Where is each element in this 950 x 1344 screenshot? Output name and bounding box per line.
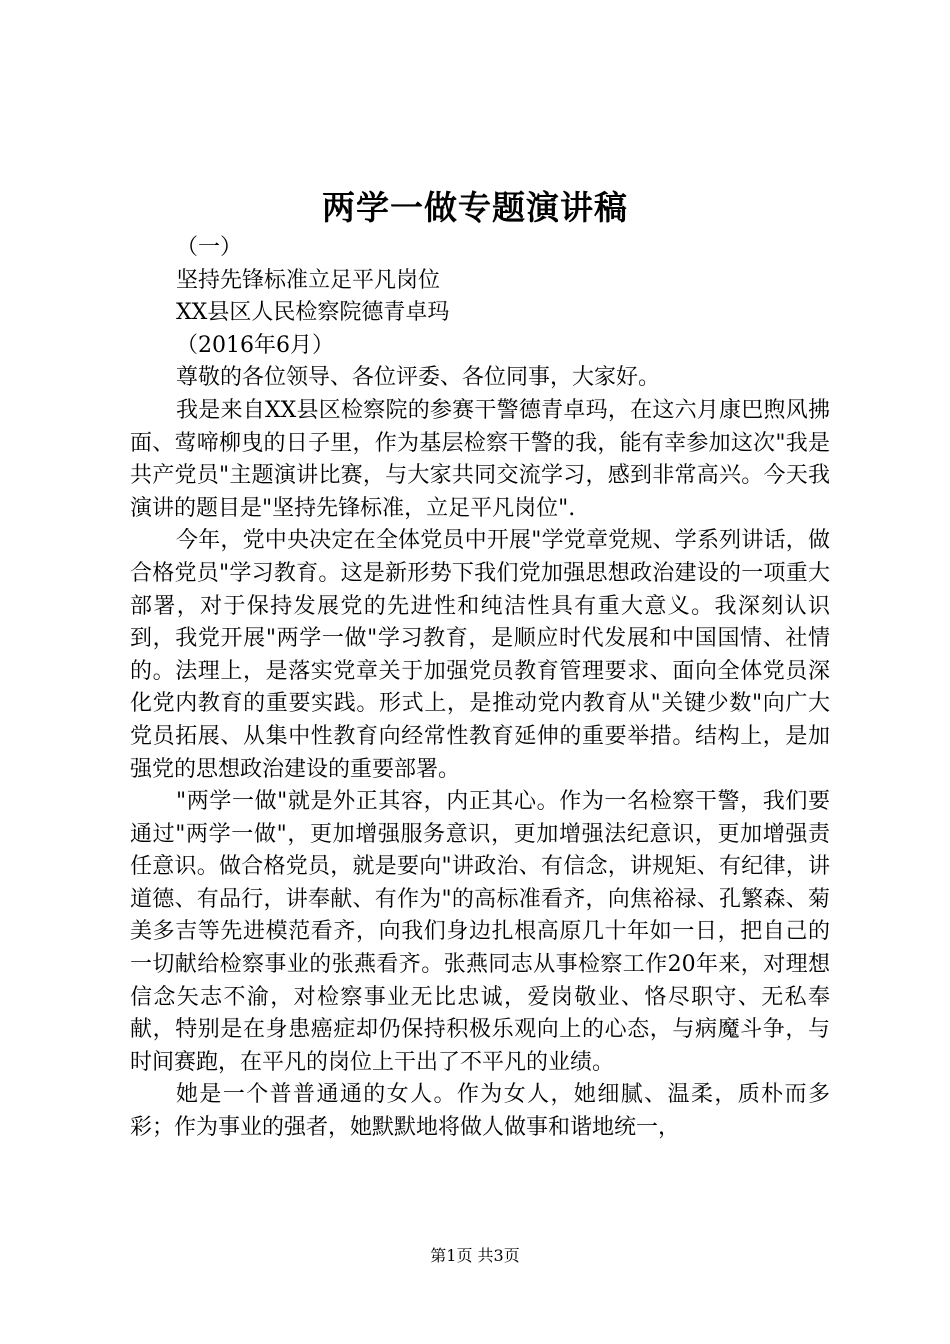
paragraph-2: 今年，党中央决定在全体党员中开展"学党章党规、学系列讲话，做合格党员"学习教育。这是新形势下我们党加强思想政治建设的一项重大部署，对于保持发展党的先进性和纯洁性具有重大意义。我深刻认识到，我党开展"两学一做"学习教育，是顺应时代发展和中国国情、社情的。法理上，是落实党章关于加强党员教育管理要求、面向全体党员深化党内教育的重要实践。形式上，是推动党内教育从"关键少数"向广大党员拓展、从集中性教育向经常性教育延伸的重要举措。结构上，是加强党的思想政治建设的重要部署。 bbox=[130, 528, 830, 782]
paragraph-4: 她是一个普普通通的女人。作为女人，她细腻、温柔，质朴而多彩；作为事业的强者，她默默地将做人做事和谐地统一， bbox=[130, 1082, 830, 1141]
document-body bbox=[130, 232, 830, 1145]
greeting: 尊敬的各位领导、各位评委、各位同事，大家好。 bbox=[176, 365, 661, 391]
speech-date: （2016年6月） bbox=[176, 332, 334, 358]
document-title: 两学一做专题演讲稿 bbox=[322, 188, 628, 227]
paragraph-1: 我是来自XX县区检察院的参赛干警德青卓玛，在这六月康巴煦风拂面、莺啼柳曳的日子里，作为基层检察干警的我，能有幸参加这次"我是共产党员"主题演讲比赛，与大家共同交流学习，感到非常高兴。今天我演讲的题目是"坚持先锋标准，立足平凡岗位". bbox=[130, 397, 830, 521]
speech-subtitle: 坚持先锋标准立足平凡岗位 bbox=[176, 267, 441, 293]
paragraph-3: "两学一做"就是外正其容，内正其心。作为一名检察干警，我们要通过"两学一做"，更加增强服务意识，更加增强法纪意识，更加增强责任意识。做合格党员，就是要向"讲政治、有信念，讲规矩、有纪律，讲道德、有品行，讲奉献、有作为"的高标准看齐，向焦裕禄、孔繁森、菊美多吉等先进模范看齐，向我们身边扎根高原几十年如一日，把自己的一切献给检察事业的张燕看齐。张燕同志从事检察工作20年来，对理想信念矢志不渝，对检察事业无比忠诚，爱岗敬业、恪尽职守、无私奉献，特别是在身患癌症却仍保持积极乐观向上的心态，与病魔斗争，与时间赛跑，在平凡的岗位上干出了不平凡的业绩。 bbox=[130, 789, 830, 1075]
speaker-affiliation: XX县区人民检察院德青卓玛 bbox=[176, 300, 450, 326]
section-number: （一） bbox=[176, 235, 243, 260]
page-footer: 第1页 共3页 bbox=[430, 1246, 520, 1265]
